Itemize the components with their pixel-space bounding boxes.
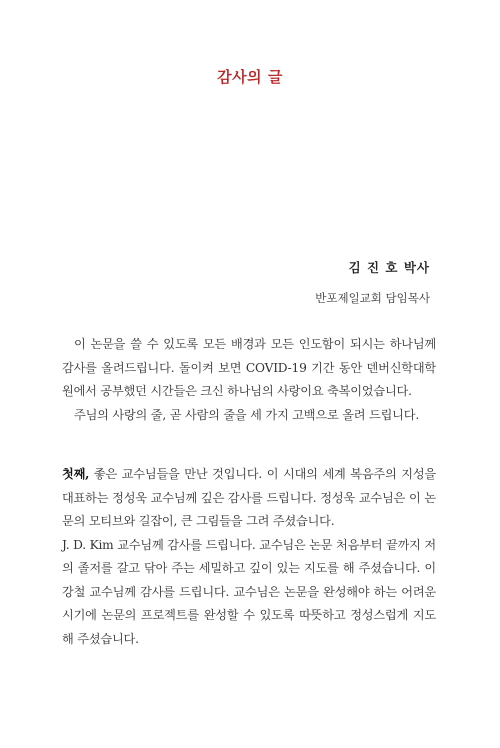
first-section	[62, 463, 436, 651]
intro-paragraph-2: 주님의 사랑의 줄, 곧 사람의 줄을 세 가지 고백으로 올려 드립니다.	[74, 407, 419, 422]
page-title: 감사의 글	[217, 68, 283, 86]
first-paragraph-1	[62, 463, 436, 534]
first-paragraph-2: J. D. Kim 교수님께 감사를 드립니다. 교수님은 논문 처음부터 끝까지 저의 졸저를 갈고 닦아 주는 세밀하고 깊이 있는 지도를 해 주셨습니다. 이강철 교수님께 감사를 드립니다. 교수님은 논문을 완성해야 하는 어려운 시기에 논문의 프로젝트를 완성할 수 있도록 따뜻하고 정성스럽게 지도해 주셨습니다.	[62, 537, 436, 646]
author-block	[315, 258, 430, 306]
intro-section	[62, 333, 436, 427]
first-lead: 첫째,	[62, 467, 90, 481]
first-paragraph-1-text: 좋은 교수님들을 만난 것입니다. 이 시대의 세계 복음주의 지성을 대표하는 정성욱 교수님께 깊은 감사를 드립니다. 정성욱 교수님은 이 논문의 모티브와 길잡이, 큰 그림들을 그려 주셨습니다.	[62, 467, 436, 528]
intro-paragraph-1: 이 논문을 쓸 수 있도록 모든 배경과 모든 인도함이 되시는 하나님께 감사를 올려드립니다. 돌이켜 보면 COVID-19 기간 동안 덴버신학대학원에서 공부했던 시간들은 크신 하나님의 사랑이요 축복이었습니다.	[62, 337, 436, 398]
author-name: 김 진 호 박사	[348, 260, 430, 275]
author-role: 반포제일교회 담임목사	[315, 291, 430, 305]
